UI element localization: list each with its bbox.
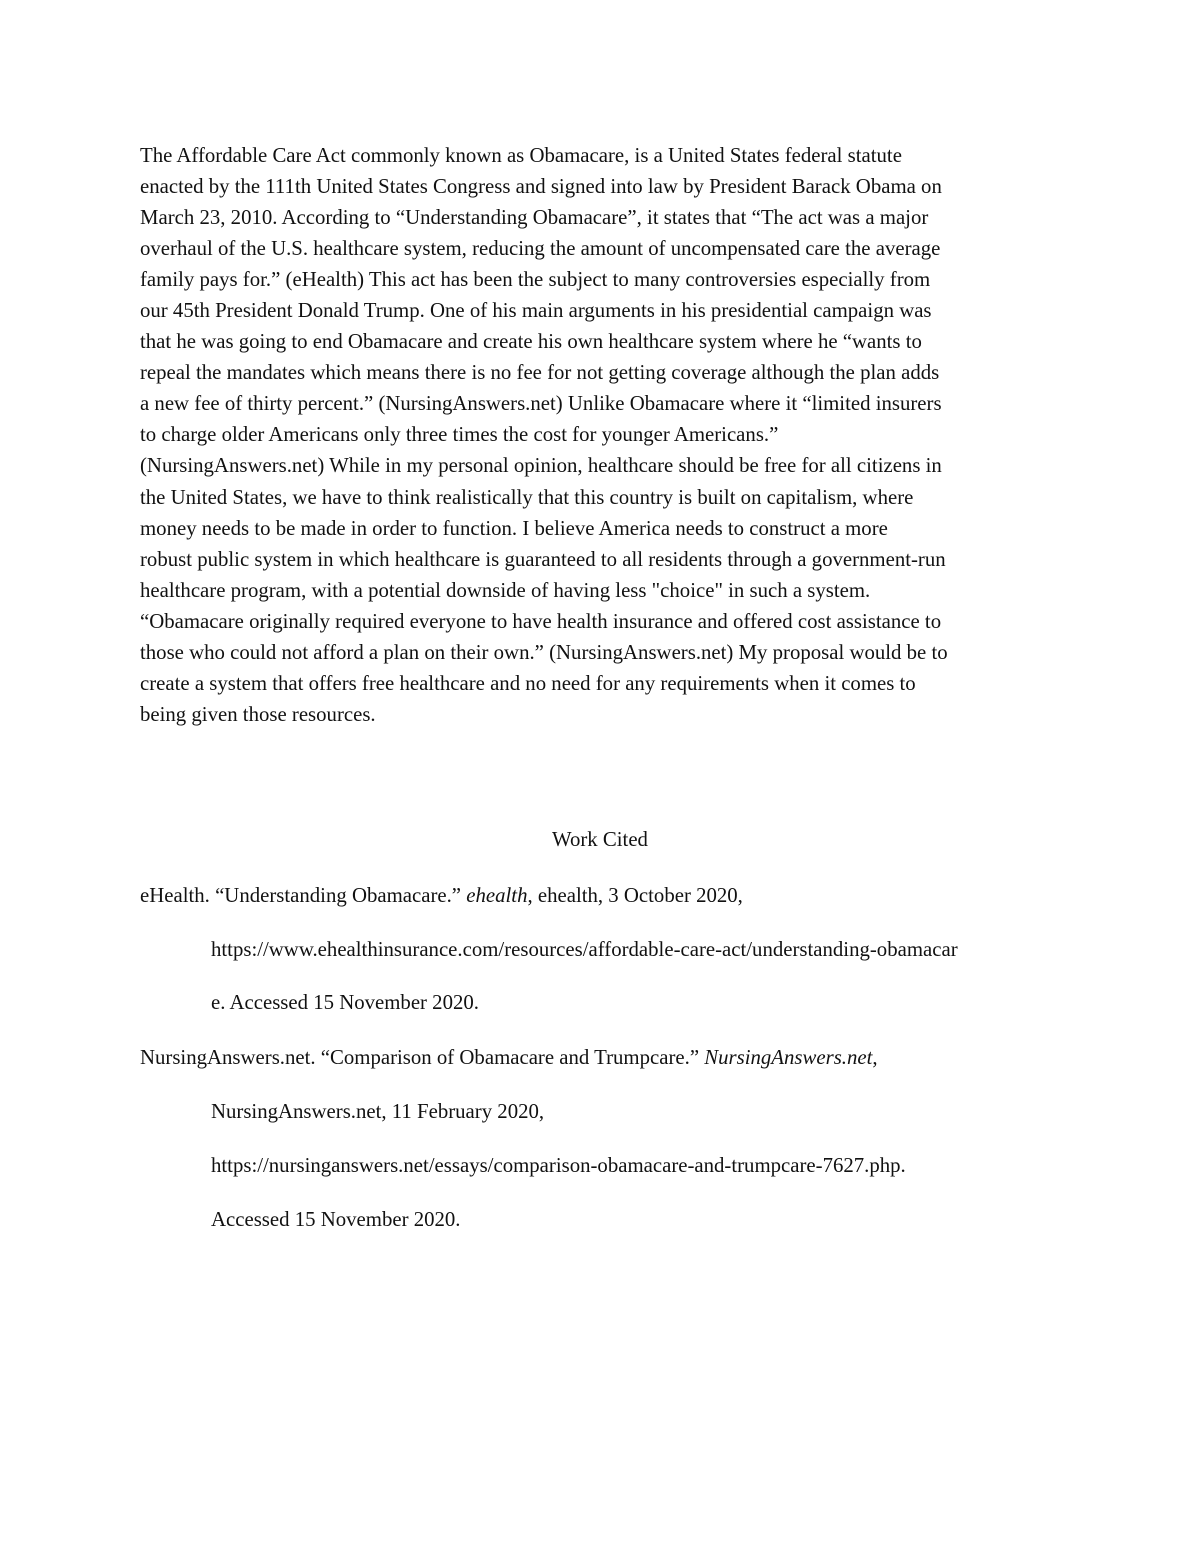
citation-text: eHealth. “Understanding Obamacare.” xyxy=(140,884,467,907)
essay-line: repeal the mandates which means there is no fee for not getting coverage although the plan adds xyxy=(140,361,940,385)
citation-nursinganswers-publisher: NursingAnswers.net, 11 February 2020, xyxy=(211,1100,545,1123)
essay-line: a new fee of thirty percent.” (NursingAnswers.net) Unlike Obamacare where it “limited insurers xyxy=(140,392,942,416)
essay-line: our 45th President Donald Trump. One of his main arguments in his presidential campaign was xyxy=(140,299,932,323)
citation-container-title: ehealth xyxy=(466,884,528,907)
essay-line: healthcare program, with a potential downside of having less "choice" in such a system. xyxy=(140,578,871,602)
essay-line: “Obamacare originally required everyone to have health insurance and offered cost assistance to xyxy=(140,609,942,633)
citation-nursinganswers-url: https://nursinganswers.net/essays/comparison-obamacare-and-trumpcare-7627.php. xyxy=(211,1154,906,1177)
citation-ehealth-accessed: e. Accessed 15 November 2020. xyxy=(211,991,479,1014)
citation-nursinganswers-accessed: Accessed 15 November 2020. xyxy=(211,1208,461,1231)
citation-text: , xyxy=(872,1046,878,1069)
essay-line: March 23, 2010. According to “Understanding Obamacare”, it states that “The act was a major xyxy=(140,206,929,230)
essay-line: that he was going to end Obamacare and create his own healthcare system where he “wants to xyxy=(140,330,922,354)
essay-line: enacted by the 111th United States Congress and signed into law by President Barack Obama on xyxy=(140,175,942,199)
essay-line: the United States, we have to think realistically that this country is built on capitalism, where xyxy=(140,485,914,509)
essay-line: being given those resources. xyxy=(140,702,376,726)
essay-line: to charge older Americans only three times the cost for younger Americans.” xyxy=(140,423,779,447)
citation-ehealth-url: https://www.ehealthinsurance.com/resources/affordable-care-act/understanding-obamacar xyxy=(211,938,958,961)
citation-container-title: NursingAnswers.net xyxy=(704,1046,873,1069)
citation-nursinganswers-line-1 xyxy=(140,1042,878,1073)
works-cited-heading: Work Cited xyxy=(552,828,648,851)
citation-text: , ehealth, 3 October 2020, xyxy=(527,884,743,907)
essay-line: The Affordable Care Act commonly known as Obamacare, is a United States federal statute xyxy=(140,144,902,167)
citation-ehealth-line-1 xyxy=(140,880,743,911)
essay-line: overhaul of the U.S. healthcare system, reducing the amount of uncompensated care the average xyxy=(140,237,941,261)
essay-line: money needs to be made in order to function. I believe America needs to construct a more xyxy=(140,516,888,540)
essay-line: create a system that offers free healthcare and no need for any requirements when it comes to xyxy=(140,671,916,695)
essay-line: (NursingAnswers.net) While in my personal opinion, healthcare should be free for all citizens in xyxy=(140,454,942,478)
citation-text: NursingAnswers.net. “Comparison of Obamacare and Trumpcare.” xyxy=(140,1046,705,1069)
essay-line: robust public system in which healthcare is guaranteed to all residents through a government-run xyxy=(140,547,946,571)
essay-paragraph xyxy=(140,140,1065,730)
essay-line: family pays for.” (eHealth) This act has been the subject to many controversies especially from xyxy=(140,268,931,292)
essay-line: those who could not afford a plan on their own.” (NursingAnswers.net) My proposal would be to xyxy=(140,640,948,664)
